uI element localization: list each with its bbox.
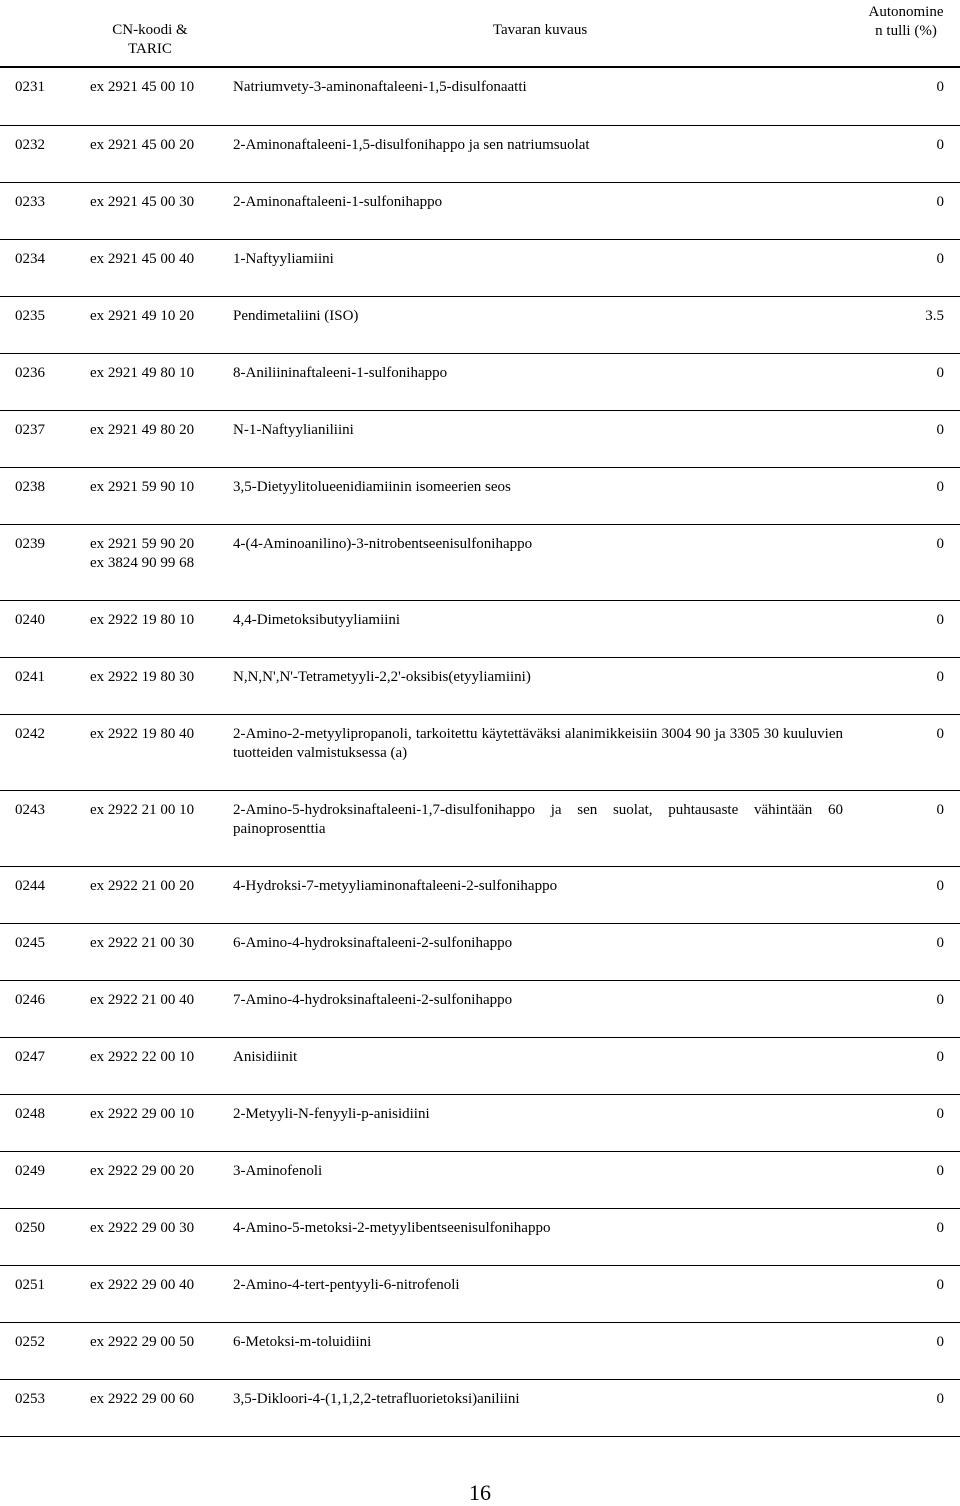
order-number: 0237 <box>15 421 45 438</box>
order-number-cell <box>0 182 90 239</box>
cn-code-cell <box>90 296 233 353</box>
duty-rate: 0 <box>936 1276 944 1293</box>
goods-description: 7-Amino-4-hydroksinaftaleeni-2-sulfonihappo <box>233 991 513 1008</box>
cn-code: ex 2922 29 00 50 <box>90 1333 195 1350</box>
order-number: 0250 <box>15 1219 45 1236</box>
duty-rate-cell <box>847 353 960 410</box>
duty-rate-cell <box>847 1208 960 1265</box>
cn-code: ex 2921 49 80 10 <box>90 364 195 381</box>
order-number: 0242 <box>15 725 45 742</box>
description-cell <box>233 353 847 410</box>
header-cn-code <box>96 21 204 59</box>
table-row <box>0 980 960 1037</box>
table-row <box>0 1265 960 1322</box>
goods-description: 2-Amino-2-metyylipropanoli, tarkoitettu käytettäväksi alanimikkeisiin 3004 90 ja 3305 30 kuuluvien tuotteiden valmistuksessa (a) <box>233 725 843 761</box>
cn-code-cell <box>90 790 233 866</box>
duty-rate: 0 <box>936 1048 944 1065</box>
description-cell <box>233 1265 847 1322</box>
cn-code-cell <box>90 125 233 182</box>
goods-description: 4,4-Dimetoksibutyyliamiini <box>233 611 401 628</box>
cn-code: ex 2922 19 80 40 <box>90 725 195 742</box>
goods-description: 3,5-Dikloori-4-(1,1,2,2-tetrafluorietoksi)aniliini <box>233 1390 520 1407</box>
cn-code: ex 2922 29 00 20 <box>90 1162 195 1179</box>
duty-rate: 0 <box>936 934 944 951</box>
cn-code: ex 2922 19 80 30 <box>90 668 195 685</box>
description-cell <box>233 182 847 239</box>
cn-code: ex 2922 29 00 30 <box>90 1219 195 1236</box>
description-cell <box>233 1208 847 1265</box>
table-row <box>0 239 960 296</box>
duty-rate: 0 <box>936 668 944 685</box>
table-row <box>0 524 960 600</box>
order-number: 0244 <box>15 877 45 894</box>
cn-code-cell <box>90 1208 233 1265</box>
description-cell <box>233 410 847 467</box>
order-number: 0233 <box>15 193 45 210</box>
cn-code: ex 2922 21 00 40 <box>90 991 195 1008</box>
goods-description: Natriumvety-3-aminonaftaleeni-1,5-disulfonaatti <box>233 79 527 95</box>
order-number-cell <box>0 866 90 923</box>
cn-code: ex 2921 59 90 10 <box>90 478 195 495</box>
table-row <box>0 923 960 980</box>
table-row <box>0 125 960 182</box>
order-number: 0231 <box>15 79 45 95</box>
header-rate <box>860 3 952 41</box>
duty-rate-cell <box>847 1151 960 1208</box>
order-number: 0240 <box>15 611 45 628</box>
description-cell <box>233 714 847 790</box>
cn-code: ex 2922 29 00 60 <box>90 1390 195 1407</box>
duty-rate: 0 <box>936 1333 944 1350</box>
goods-description: 2-Aminonaftaleeni-1,5-disulfonihappo ja sen natriumsuolat <box>233 136 590 153</box>
duty-rate: 0 <box>936 611 944 628</box>
goods-description: N,N,N',N'-Tetrametyyli-2,2'-oksibis(etyyliamiini) <box>233 668 531 685</box>
cn-code-cell <box>90 980 233 1037</box>
tariff-table <box>0 68 960 1437</box>
order-number: 0238 <box>15 478 45 495</box>
description-cell <box>233 657 847 714</box>
duty-rate: 0 <box>936 1105 944 1122</box>
duty-rate-cell <box>847 866 960 923</box>
order-number: 0251 <box>15 1276 45 1293</box>
order-number-cell <box>0 1265 90 1322</box>
cn-code: ex 2922 22 00 10 <box>90 1048 195 1065</box>
duty-rate-cell <box>847 410 960 467</box>
order-number-cell <box>0 467 90 524</box>
duty-rate: 0 <box>936 79 944 95</box>
goods-description: 8-Aniliininaftaleeni-1-sulfonihappo <box>233 364 448 381</box>
duty-rate: 0 <box>936 478 944 495</box>
table-row <box>0 600 960 657</box>
cn-code: ex 2921 49 10 20 <box>90 307 195 324</box>
goods-description: 3,5-Dietyylitolueenidiamiinin isomeerien seos <box>233 478 511 495</box>
description-cell <box>233 600 847 657</box>
duty-rate: 0 <box>936 1219 944 1236</box>
cn-code-cell <box>90 68 233 125</box>
order-number-cell <box>0 239 90 296</box>
order-number: 0246 <box>15 991 45 1008</box>
goods-description: 1-Naftyyliamiini <box>233 250 334 267</box>
tariff-table-body <box>0 68 960 1436</box>
header-cn-code-line2: TARIC <box>128 41 172 57</box>
goods-description: 2-Amino-4-tert-pentyyli-6-nitrofenoli <box>233 1276 460 1293</box>
cn-code: ex 2921 45 00 10 <box>90 79 195 95</box>
duty-rate: 0 <box>936 193 944 210</box>
duty-rate: 0 <box>936 991 944 1008</box>
cn-code: ex 2922 21 00 20 <box>90 877 195 894</box>
order-number-cell <box>0 657 90 714</box>
duty-rate-cell <box>847 524 960 600</box>
table-row <box>0 657 960 714</box>
table-row <box>0 1094 960 1151</box>
goods-description: N-1-Naftyylianiliini <box>233 421 354 438</box>
cn-code-cell <box>90 410 233 467</box>
cn-code-cell <box>90 239 233 296</box>
order-number-cell <box>0 1037 90 1094</box>
goods-description: 4-Amino-5-metoksi-2-metyylibentseenisulfonihappo <box>233 1219 551 1236</box>
table-row <box>0 296 960 353</box>
cn-code: ex 2921 45 00 40 <box>90 250 195 267</box>
duty-rate: 0 <box>936 364 944 381</box>
duty-rate-cell <box>847 600 960 657</box>
description-cell <box>233 1322 847 1379</box>
table-row <box>0 790 960 866</box>
duty-rate-cell <box>847 980 960 1037</box>
duty-rate: 0 <box>936 535 944 552</box>
cn-code-cell <box>90 1322 233 1379</box>
order-number: 0249 <box>15 1162 45 1179</box>
description-cell <box>233 467 847 524</box>
duty-rate: 0 <box>936 250 944 267</box>
table-row <box>0 866 960 923</box>
goods-description: Pendimetaliini (ISO) <box>233 307 359 324</box>
duty-rate-cell <box>847 1094 960 1151</box>
description-cell <box>233 1379 847 1436</box>
duty-rate: 0 <box>936 1390 944 1407</box>
order-number-cell <box>0 353 90 410</box>
cn-code: ex 2922 21 00 30 <box>90 934 195 951</box>
table-row <box>0 467 960 524</box>
cn-code-cell <box>90 866 233 923</box>
duty-rate-cell <box>847 923 960 980</box>
header-cn-code-line1: CN-koodi & <box>112 22 188 38</box>
order-number: 0236 <box>15 364 45 381</box>
page-number: 16 <box>469 1480 491 1505</box>
duty-rate-cell <box>847 790 960 866</box>
cn-code: ex 2921 59 90 20 <box>90 535 195 552</box>
cn-code: ex 2921 49 80 20 <box>90 421 195 438</box>
duty-rate-cell <box>847 296 960 353</box>
duty-rate-cell <box>847 239 960 296</box>
order-number: 0245 <box>15 934 45 951</box>
goods-description: 4-(4-Aminoanilino)-3-nitrobentseenisulfonihappo <box>233 535 533 552</box>
description-cell <box>233 980 847 1037</box>
goods-description: Anisidiinit <box>233 1048 298 1065</box>
cn-code-secondary: ex 3824 90 99 68 <box>90 554 195 571</box>
duty-rate-cell <box>847 1322 960 1379</box>
header-rate-line1: Autonomine <box>868 4 944 20</box>
description-cell <box>233 125 847 182</box>
goods-description: 4-Hydroksi-7-metyyliaminonaftaleeni-2-sulfonihappo <box>233 877 558 894</box>
cn-code: ex 2922 29 00 10 <box>90 1105 195 1122</box>
order-number-cell <box>0 600 90 657</box>
order-number-cell <box>0 1151 90 1208</box>
description-cell <box>233 1151 847 1208</box>
duty-rate: 0 <box>936 136 944 153</box>
cn-code-cell <box>90 524 233 600</box>
goods-description: 3-Aminofenoli <box>233 1162 323 1179</box>
duty-rate: 0 <box>936 801 944 818</box>
cn-code: ex 2921 45 00 30 <box>90 193 195 210</box>
order-number-cell <box>0 714 90 790</box>
description-cell <box>233 923 847 980</box>
table-row <box>0 1379 960 1436</box>
description-cell <box>233 68 847 125</box>
cn-code-cell <box>90 1265 233 1322</box>
cn-code: ex 2922 21 00 10 <box>90 801 195 818</box>
order-number-cell <box>0 410 90 467</box>
order-number-cell <box>0 1322 90 1379</box>
order-number: 0235 <box>15 307 45 324</box>
table-row <box>0 714 960 790</box>
order-number: 0241 <box>15 668 45 685</box>
duty-rate-cell <box>847 467 960 524</box>
order-number: 0232 <box>15 136 45 153</box>
order-number-cell <box>0 923 90 980</box>
cn-code-cell <box>90 467 233 524</box>
duty-rate-cell <box>847 182 960 239</box>
cn-code-cell <box>90 714 233 790</box>
duty-rate-cell <box>847 1037 960 1094</box>
duty-rate-cell <box>847 714 960 790</box>
order-number-cell <box>0 296 90 353</box>
table-row <box>0 1208 960 1265</box>
goods-description: 6-Amino-4-hydroksinaftaleeni-2-sulfonihappo <box>233 934 513 951</box>
description-cell <box>233 296 847 353</box>
cn-code-cell <box>90 600 233 657</box>
header-description: Tavaran kuvaus <box>492 22 588 38</box>
table-row <box>0 1322 960 1379</box>
order-number: 0253 <box>15 1390 45 1407</box>
order-number: 0248 <box>15 1105 45 1122</box>
order-number: 0234 <box>15 250 45 267</box>
description-cell <box>233 866 847 923</box>
duty-rate-cell <box>847 125 960 182</box>
description-cell <box>233 239 847 296</box>
header-rate-line2: n tulli (%) <box>875 23 937 39</box>
table-row <box>0 68 960 125</box>
description-cell <box>233 1094 847 1151</box>
goods-description: 2-Amino-5-hydroksinaftaleeni-1,7-disulfonihappo ja sen suolat, puhtausaste vähintään 60 painoprosenttia <box>233 801 843 837</box>
description-cell <box>233 524 847 600</box>
duty-rate: 0 <box>936 877 944 894</box>
order-number-cell <box>0 980 90 1037</box>
goods-description: 6-Metoksi-m-toluidiini <box>233 1333 372 1350</box>
duty-rate: 0 <box>936 725 944 742</box>
goods-description: 2-Metyyli-N-fenyyli-p-anisidiini <box>233 1105 430 1122</box>
order-number-cell <box>0 1094 90 1151</box>
order-number: 0247 <box>15 1048 45 1065</box>
goods-description: 2-Aminonaftaleeni-1-sulfonihappo <box>233 193 443 210</box>
table-row <box>0 1151 960 1208</box>
cn-code-cell <box>90 923 233 980</box>
cn-code-cell <box>90 353 233 410</box>
duty-rate: 0 <box>936 421 944 438</box>
cn-code: ex 2922 29 00 40 <box>90 1276 195 1293</box>
description-cell <box>233 1037 847 1094</box>
duty-rate-cell <box>847 1265 960 1322</box>
cn-code-cell <box>90 182 233 239</box>
order-number: 0243 <box>15 801 45 818</box>
duty-rate-cell <box>847 657 960 714</box>
duty-rate: 0 <box>936 1162 944 1179</box>
order-number-cell <box>0 524 90 600</box>
table-row <box>0 353 960 410</box>
duty-rate-cell <box>847 1379 960 1436</box>
cn-code-cell <box>90 657 233 714</box>
order-number-cell <box>0 790 90 866</box>
order-number-cell <box>0 1208 90 1265</box>
cn-code-cell <box>90 1379 233 1436</box>
order-number-cell <box>0 1379 90 1436</box>
order-number: 0252 <box>15 1333 45 1350</box>
order-number-cell <box>0 68 90 125</box>
cn-code-cell <box>90 1094 233 1151</box>
duty-rate-cell <box>847 68 960 125</box>
duty-rate: 3.5 <box>925 307 944 324</box>
cn-code: ex 2922 19 80 10 <box>90 611 195 628</box>
cn-code: ex 2921 45 00 20 <box>90 136 195 153</box>
description-cell <box>233 790 847 866</box>
table-row <box>0 410 960 467</box>
table-row <box>0 1037 960 1094</box>
order-number: 0239 <box>15 535 45 552</box>
table-header <box>0 0 960 66</box>
cn-code-cell <box>90 1151 233 1208</box>
cn-code-cell <box>90 1037 233 1094</box>
table-row <box>0 182 960 239</box>
order-number-cell <box>0 125 90 182</box>
